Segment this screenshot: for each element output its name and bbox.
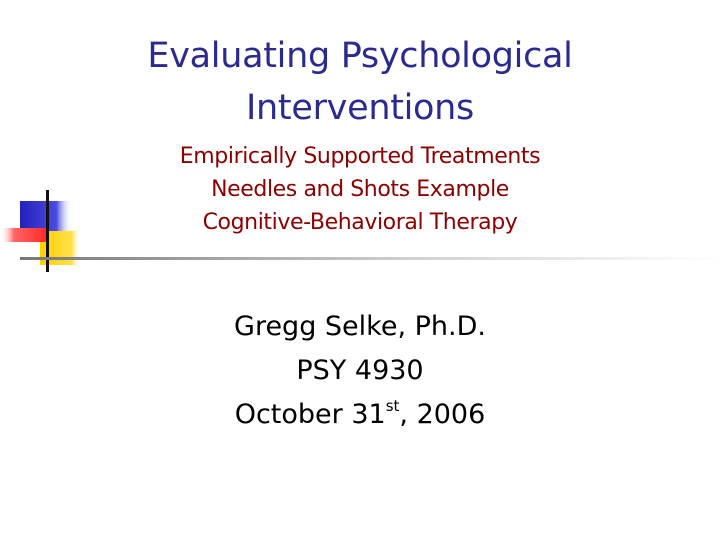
subtitle-line-2: Needles and Shots Example <box>211 177 509 202</box>
date-ordinal: st <box>385 397 400 415</box>
title-line-1: Evaluating Psychological <box>147 36 573 76</box>
horizontal-rule <box>20 257 720 260</box>
course-code: PSY 4930 <box>296 355 424 386</box>
blue-yellow-red-square-logo <box>0 190 80 272</box>
slide-subtitle <box>110 140 610 239</box>
logo-red-bar <box>0 228 46 242</box>
slide-title <box>120 30 600 134</box>
logo-vertical-line <box>46 190 49 272</box>
author-name: Gregg Selke, Ph.D. <box>234 311 486 342</box>
subtitle-line-3: Cognitive-Behavioral Therapy <box>202 210 518 235</box>
date-prefix: October 31 <box>234 399 386 430</box>
author-block <box>160 305 560 437</box>
date-suffix: , 2006 <box>399 399 486 430</box>
title-line-2: Interventions <box>246 88 474 128</box>
logo-yellow-square <box>40 231 80 265</box>
subtitle-line-1: Empirically Supported Treatments <box>179 144 541 169</box>
logo-blue-square <box>20 201 72 241</box>
presentation-date <box>160 393 560 437</box>
